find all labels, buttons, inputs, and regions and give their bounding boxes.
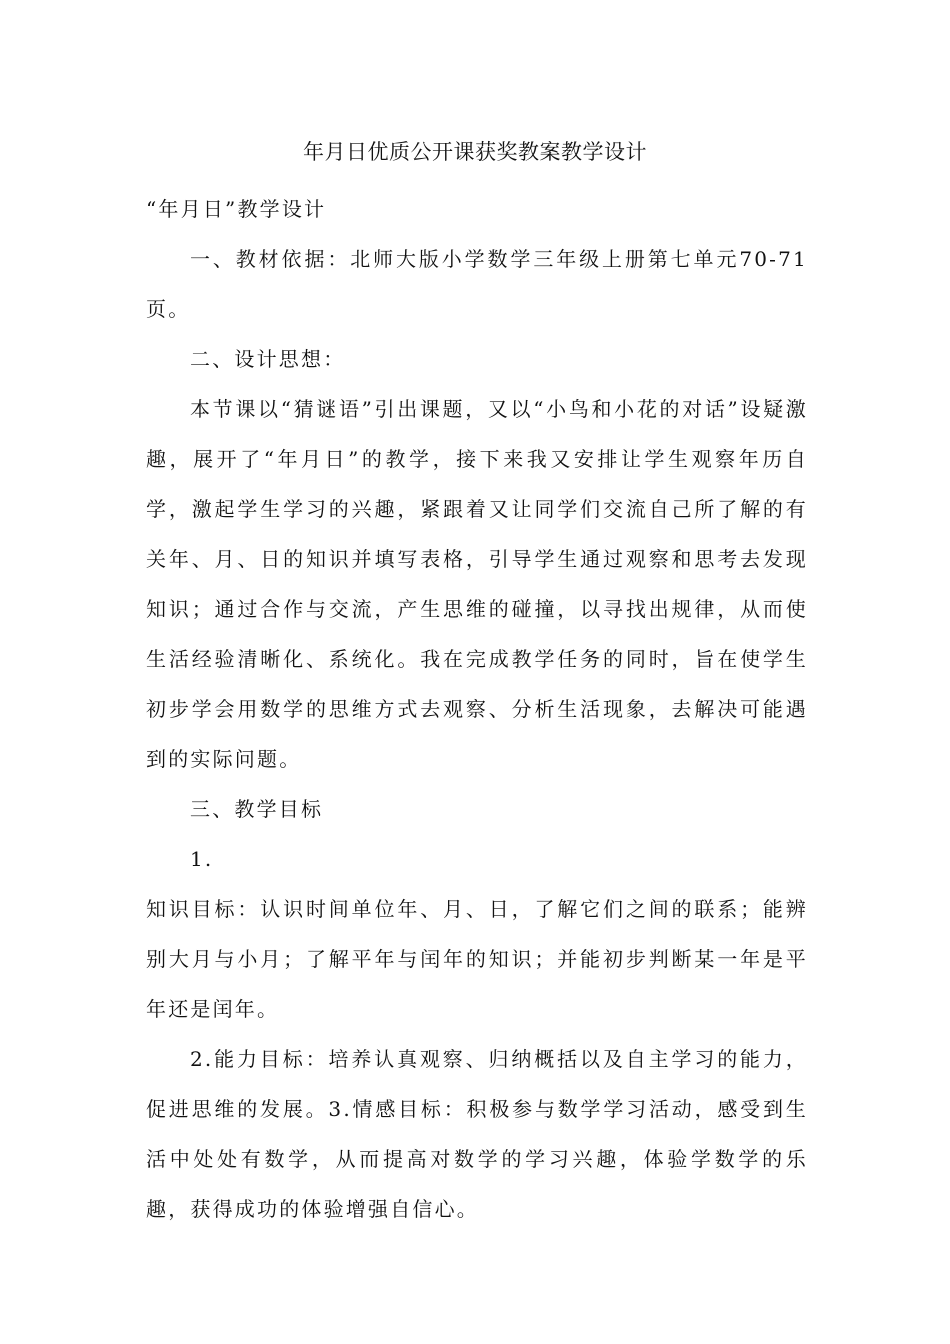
goal-1-number: 1. <box>190 847 214 871</box>
lesson-subtitle: “年月日”教学设计 <box>146 197 327 221</box>
document-title: 年月日优质公开课获奖教案教学设计 <box>303 140 647 164</box>
section-teaching-goals-heading: 三、教学目标 <box>190 797 324 821</box>
section-design-idea-heading: 二、设计思想： <box>190 347 346 371</box>
goal-2-3-ability-emotion: 2.能力目标：培养认真观察、归纳概括以及自主学习的能力，促进思维的发展。3.情感目标：积极参与数学学习活动，感受到生活中处处有数学，从而提高对数学的学习兴趣，体验学数学的乐趣，获得成功的体验增强自信心。 <box>146 1047 808 1221</box>
document-body <box>146 184 808 1234</box>
section-design-idea-body: 本节课以“猜谜语”引出课题，又以“小鸟和小花的对话”设疑激趣，展开了“年月日”的教学，接下来我又安排让学生观察年历自学，激起学生学习的兴趣，紧跟着又让同学们交流自己所了解的有关年、月、日的知识并填写表格，引导学生通过观察和思考去发现知识；通过合作与交流，产生思维的碰撞，以寻找出规律，从而使生活经验清晰化、系统化。我在完成教学任务的同时，旨在使学生初步学会用数学的思维方式去观察、分析生活现象，去解决可能遇到的实际问题。 <box>146 397 808 771</box>
section-teaching-material: 一、教材依据：北师大版小学数学三年级上册第七单元70-71页。 <box>146 247 808 321</box>
goal-1-knowledge: 知识目标：认识时间单位年、月、日，了解它们之间的联系；能辨别大月与小月；了解平年与闰年的知识；并能初步判断某一年是平年还是闰年。 <box>146 897 808 1021</box>
